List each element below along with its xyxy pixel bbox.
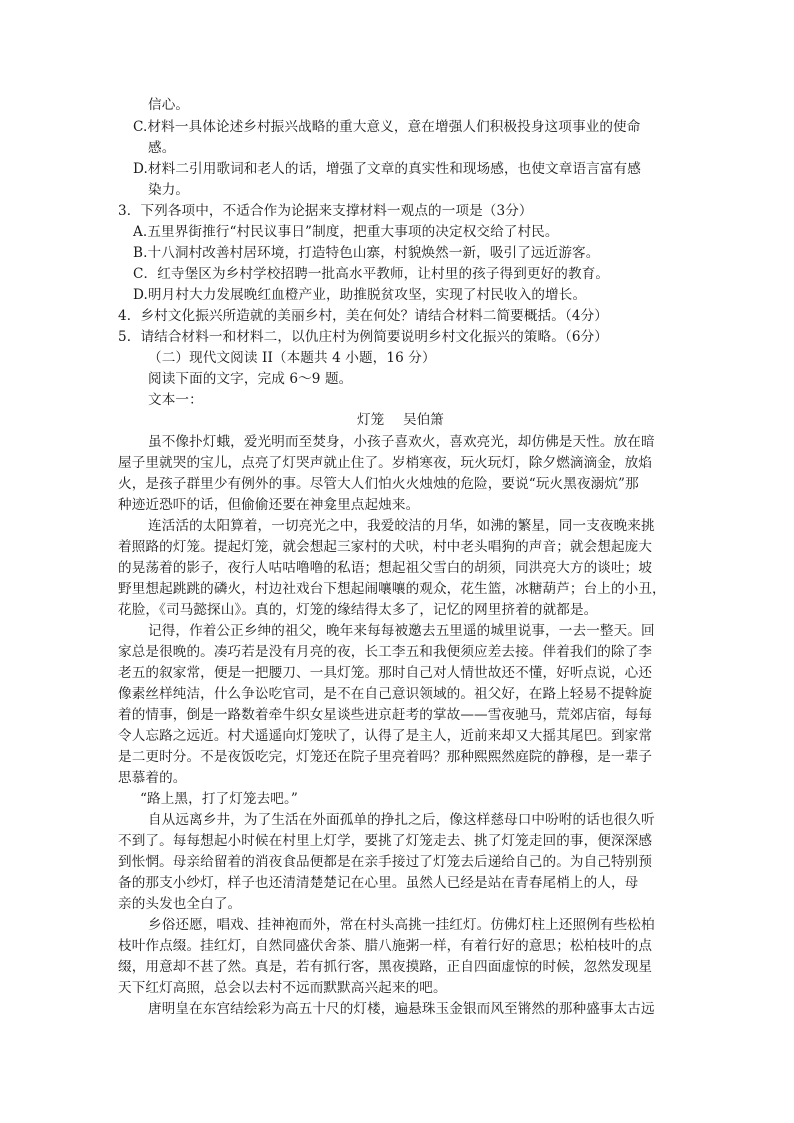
paragraph-5-line: 备的那支小纱灯，样子也还清清楚楚记在心里。虽然人已经是站在青春尾梢上的人，母 bbox=[118, 875, 639, 891]
paragraph-2-line: 野里想起跳跳的磷火，村边社戏台下想起闹嚷嚷的观众，花生篮，冰糖葫芦；台上的小丑， bbox=[118, 581, 666, 597]
paragraph-6-line: 乡俗还愿，唱戏、挂神袍而外，常在村头高挑一挂红灯。仿佛灯柱上还照例有些松柏 bbox=[148, 917, 655, 933]
text-label: 文本一： bbox=[148, 392, 203, 408]
option-d-continued: 染力。 bbox=[148, 182, 190, 198]
paragraph-6-line: 枝叶作点缀。挂红灯，自然同盛伏舍茶、腊八施粥一样，有着行好的意思；松柏枝叶的点 bbox=[118, 938, 653, 954]
option-c-continued: 感。 bbox=[148, 140, 176, 156]
paragraph-2-line: 着照路的灯笼。提起灯笼，就会想起三家村的犬吠，村中老头唱狗的声音；就会想起庞大 bbox=[118, 539, 653, 555]
article-title: 灯笼 bbox=[357, 412, 385, 428]
paragraph-3-line: 老五的叙家常，便是一把腰刀、一具灯笼。那时自己对人情世故还不懂，好听点说，心还 bbox=[118, 665, 653, 681]
question-3-stem: 3．下列各项中，不适合作为论据来支撑材料一观点的一项是（3分） bbox=[118, 203, 533, 219]
paragraph-1-line: 种迹近恐吓的话，但偷偷还要在神龛里点起烛来。 bbox=[118, 497, 420, 513]
paragraph-3-line: 家总是很晚的。凑巧若是没有月亮的夜，长工李五和我便须应差去接。伴着我们的除了李 bbox=[118, 644, 653, 660]
question-5: 5．请结合材料一和材料二，以仇庄村为例简要说明乡村文化振兴的策略。（6分） bbox=[118, 329, 608, 345]
paragraph-5-line: 不到了。每每想起小时候在村里上灯学，要挑了灯笼走去、挑了灯笼走回的事，便深深感 bbox=[118, 833, 653, 849]
paragraph-2-line: 的晃荡着的影子，夜行人咕咕噜噜的私语；想起祖父雪白的胡须，同洪亮大方的谈吐；坡 bbox=[118, 560, 653, 576]
paragraph-4-quote: “路上黑，打了灯笼去吧。” bbox=[140, 791, 298, 807]
question-4: 4．乡村文化振兴所造就的美丽乡村，美在何处？请结合材料二简要概括。（4分） bbox=[118, 308, 608, 324]
paragraph-3-line: 是二更时分。不是夜饭吃完，灯笼还在院子里亮着吗？那种熙熙然庭院的静穆，是一辈子 bbox=[118, 749, 653, 765]
paragraph-2-line: 花脸，《司马懿探山》。真的，灯笼的缘结得太多了，记忆的网里挤着的就都是。 bbox=[118, 602, 598, 618]
article-author: 吴伯箫 bbox=[403, 412, 444, 428]
paragraph-1-line: 屋子里就哭的宝儿，点亮了灯哭声就止住了。岁梢寒夜，玩火玩灯，除夕燃滴滴金，放焰 bbox=[118, 455, 653, 471]
question-3-option-d: D.明月村大力发展晚红血橙产业，助推脱贫攻坚，实现了村民收入的增长。 bbox=[133, 287, 587, 303]
paragraph-3-line: 令人忘路之远近。村犬遥遥向灯笼吠了，认得了是主人，近前来却又大摇其尾巴。到家常 bbox=[118, 728, 653, 744]
section-instruction: 阅读下面的文字，完成 6～9 题。 bbox=[148, 371, 353, 387]
paragraph-6-line: 缀，用意却不甚了然。真是，若有抓行客，黑夜摸路，正自四面虚惊的时候，忽然发现星 bbox=[118, 959, 653, 975]
paragraph-1-line: 虽不像扑灯蛾，爱光明而至焚身，小孩子喜欢火，喜欢亮光，却仿佛是天性。放在暗 bbox=[148, 434, 655, 450]
paragraph-5-line: 亲的头发也全白了。 bbox=[118, 896, 242, 912]
paragraph-3-line: 记得，作着公正乡绅的祖父，晚年来每每被邀去五里遥的城里说事，一去一整天。回 bbox=[148, 623, 655, 639]
paragraph-5-line: 自从远离乡井，为了生活在外面孤单的挣扎之后，像这样慈母口中吩咐的话也很久听 bbox=[148, 812, 655, 828]
paragraph-2-line: 连活活的太阳算着，一切亮光之中，我爱皎洁的月华，如沸的繁星，同一支夜晚来挑 bbox=[148, 518, 655, 534]
paragraph-7-line: 唐明皇在东宫结绘彩为高五十尺的灯楼，遍悬珠玉金银而风至锵然的那种盛事太古远 bbox=[148, 1001, 655, 1017]
question-3-option-c: C．红寺堡区为乡村学校招聘一批高水平教师，让村里的孩子得到更好的教育。 bbox=[133, 266, 610, 282]
paragraph-1-line: 火，是孩子群里少有例外的事。尽管大人们怕火火烛烛的危险，要说“玩火黑夜溺炕”那 bbox=[118, 476, 639, 492]
paragraph-3-line: 像素丝样纯洁，什么争讼吃官司，是不在自己意识领域的。祖父好，在路上轻易不提斡旋 bbox=[118, 686, 653, 702]
option-c: C.材料一具体论述乡村振兴战略的重大意义，意在增强人们积极投身这项事业的使命 bbox=[133, 119, 641, 135]
option-b-continued: 信心。 bbox=[148, 97, 190, 113]
paragraph-6-line: 天下红灯高照，总会以去村不远而默默高兴起来的吧。 bbox=[118, 980, 447, 996]
paragraph-3-line: 着的情事，倒是一路数着牵牛织女星谈些进京赶考的掌故——雪夜驰马，荒郊店宿，每每 bbox=[118, 707, 653, 723]
option-d: D.材料二引用歌词和老人的话，增强了文章的真实性和现场感，也使文章语言富有感 bbox=[133, 161, 641, 177]
question-3-option-a: A.五里界街推行“村民议事日”制度，把重大事项的决定权交给了村民。 bbox=[133, 224, 559, 240]
question-3-option-b: B.十八洞村改善村居环境，打造特色山寨，村貌焕然一新，吸引了远近游客。 bbox=[133, 245, 600, 261]
paragraph-5-line: 到怅惘。母亲给留着的消夜食品便都是在亲手接过了灯笼去后递给自己的。为自己特别预 bbox=[118, 854, 653, 870]
section-heading: （二）现代文阅读 II（本题共 4 小题，16 分） bbox=[148, 350, 436, 366]
paragraph-3-line: 思慕着的。 bbox=[118, 770, 187, 786]
